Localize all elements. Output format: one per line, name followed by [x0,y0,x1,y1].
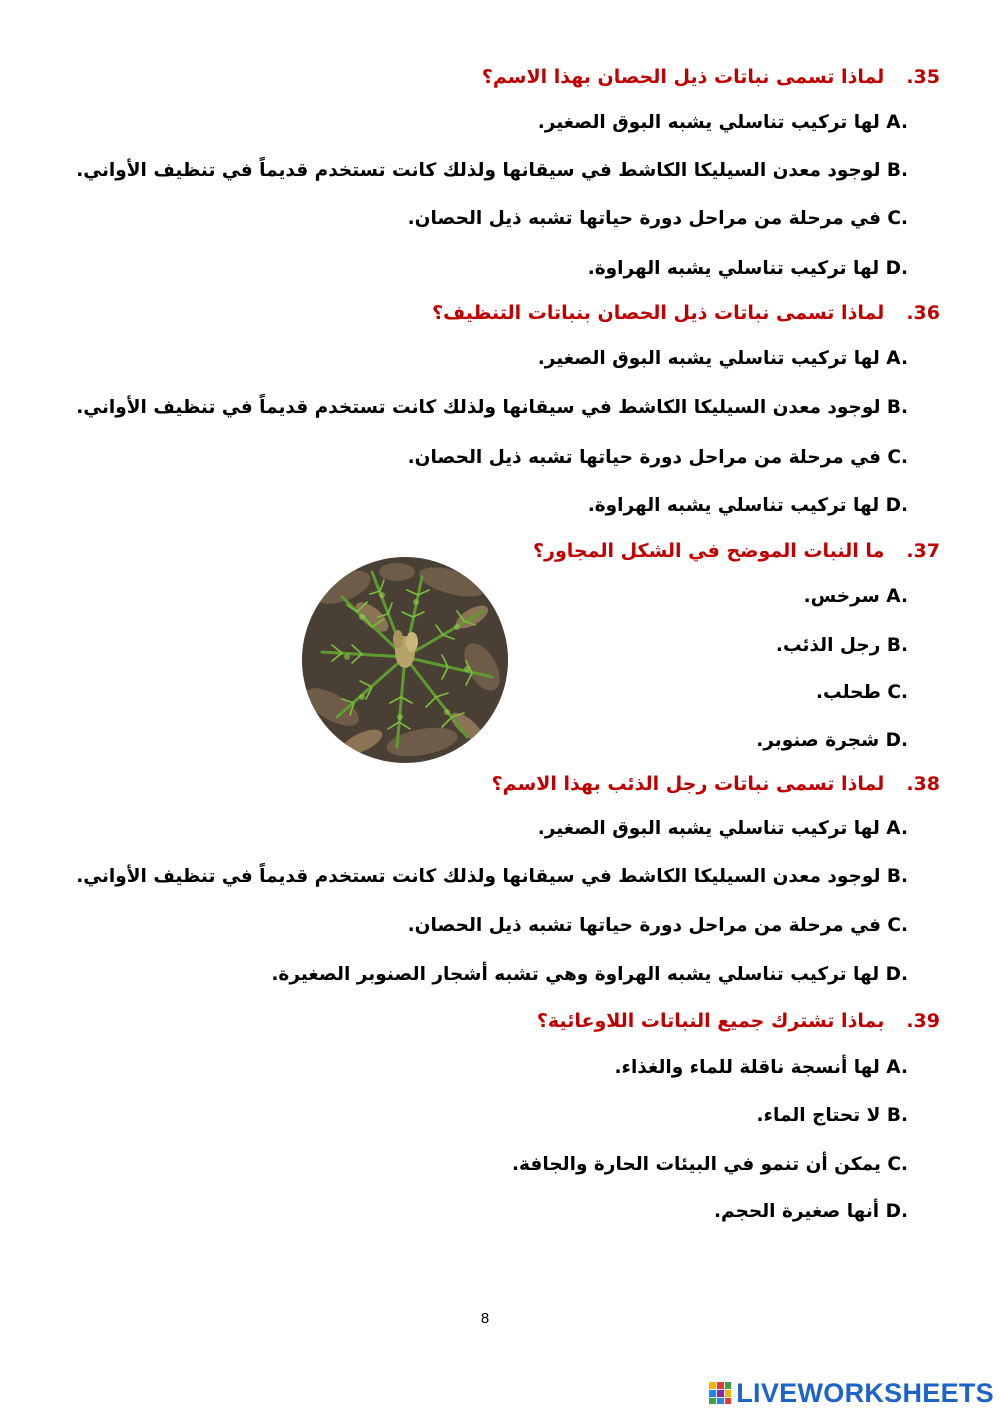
option-37-d[interactable] [756,730,908,751]
option-text: لها تركيب تناسلي يشبه البوق الصغير. [537,112,880,133]
brand-name: LIVEWORKSHEETS [736,1377,994,1408]
option-text: لها تركيب تناسلي يشبه الهراوة. [587,495,880,516]
option-letter: A. [886,586,908,607]
option-38-a[interactable] [538,818,908,839]
option-text: لها تركيب تناسلي يشبه البوق الصغير. [537,818,880,839]
option-letter: C. [887,447,908,468]
option-38-c[interactable] [408,915,908,936]
option-38-d[interactable] [271,964,908,985]
option-text: لها تركيب تناسلي يشبه الهراوة. [587,258,880,279]
club-moss-illustration [302,557,508,763]
option-letter: C. [887,682,908,703]
page-number: 8 [480,1310,490,1327]
option-letter: D. [885,1201,908,1222]
option-letter: C. [887,208,908,229]
question-number: .39 [906,1010,940,1032]
option-39-c[interactable] [512,1154,908,1175]
option-text: لا تحتاج الماء. [756,1105,881,1126]
option-letter: A. [886,348,908,369]
question-text: بماذا تشترك جميع النباتات اللاوعائية؟ [536,1010,885,1032]
option-36-b[interactable] [76,397,908,418]
question-number: .38 [906,773,940,795]
question-text: لماذا تسمى نباتات ذيل الحصان بنباتات التنظيف؟ [432,302,885,324]
option-text: لوجود معدن السيليكا الكاشط في سيقانها ولذلك كانت تستخدم قديماً في تنظيف الأواني. [76,866,881,887]
option-36-a[interactable] [538,348,908,369]
option-letter: B. [886,635,908,656]
question-number: .36 [906,302,940,324]
question-text: ما النبات الموضح في الشكل المجاور؟ [532,540,885,562]
option-text: لها أنسجة ناقلة للماء والغذاء. [614,1057,880,1078]
option-37-a[interactable] [804,586,908,607]
option-letter: C. [887,1154,908,1175]
question-text: لماذا تسمى نباتات رجل الذئب بهذا الاسم؟ [491,773,885,795]
option-35-a[interactable] [538,112,908,133]
question-number: .35 [906,66,940,88]
option-letter: D. [885,730,908,751]
option-text: يمكن أن تنمو في البيئات الحارة والجافة. [512,1154,881,1175]
question-39 [537,1010,940,1032]
question-number: .37 [906,540,940,562]
question-text: لماذا تسمى نباتات ذيل الحصان بهذا الاسم؟ [481,66,885,88]
option-letter: A. [886,112,908,133]
option-37-b[interactable] [776,635,908,656]
option-38-b[interactable] [76,866,908,887]
question-35 [482,66,940,88]
option-letter: D. [885,495,908,516]
option-letter: A. [886,818,908,839]
option-35-b[interactable] [76,160,908,181]
option-36-c[interactable] [408,447,908,468]
option-39-b[interactable] [757,1105,908,1126]
option-text: في مرحلة من مراحل دورة حياتها تشبه ذيل الحصان. [407,208,881,229]
option-letter: D. [885,964,908,985]
option-39-d[interactable] [714,1201,908,1222]
option-letter: A. [886,1057,908,1078]
option-letter: B. [886,1105,908,1126]
option-text: سرخس. [803,586,880,607]
option-text: لها تركيب تناسلي يشبه الهراوة وهي تشبه أشجار الصنوبر الصغيرة. [271,964,880,985]
option-letter: B. [886,866,908,887]
brand-watermark[interactable] [708,1378,994,1408]
option-37-c[interactable] [816,682,908,703]
option-letter: B. [886,397,908,418]
option-text: طحلب. [816,682,881,703]
option-35-d[interactable] [588,258,908,279]
option-text: رجل الذئب. [775,635,881,656]
option-text: في مرحلة من مراحل دورة حياتها تشبه ذيل الحصان. [407,915,881,936]
option-text: لوجود معدن السيليكا الكاشط في سيقانها ولذلك كانت تستخدم قديماً في تنظيف الأواني. [76,397,881,418]
option-35-c[interactable] [408,208,908,229]
option-text: لوجود معدن السيليكا الكاشط في سيقانها ولذلك كانت تستخدم قديماً في تنظيف الأواني. [76,160,881,181]
option-letter: C. [887,915,908,936]
plant-photo [302,557,508,763]
option-text: شجرة صنوبر. [756,730,880,751]
option-text: في مرحلة من مراحل دورة حياتها تشبه ذيل الحصان. [407,447,881,468]
liveworksheets-logo-icon [708,1381,732,1405]
option-36-d[interactable] [588,495,908,516]
question-36 [432,302,940,324]
option-letter: B. [886,160,908,181]
option-39-a[interactable] [614,1057,908,1078]
option-text: لها تركيب تناسلي يشبه البوق الصغير. [537,348,880,369]
question-37 [533,540,940,562]
option-text: أنها صغيرة الحجم. [714,1201,880,1222]
option-letter: D. [885,258,908,279]
question-38 [492,773,940,795]
